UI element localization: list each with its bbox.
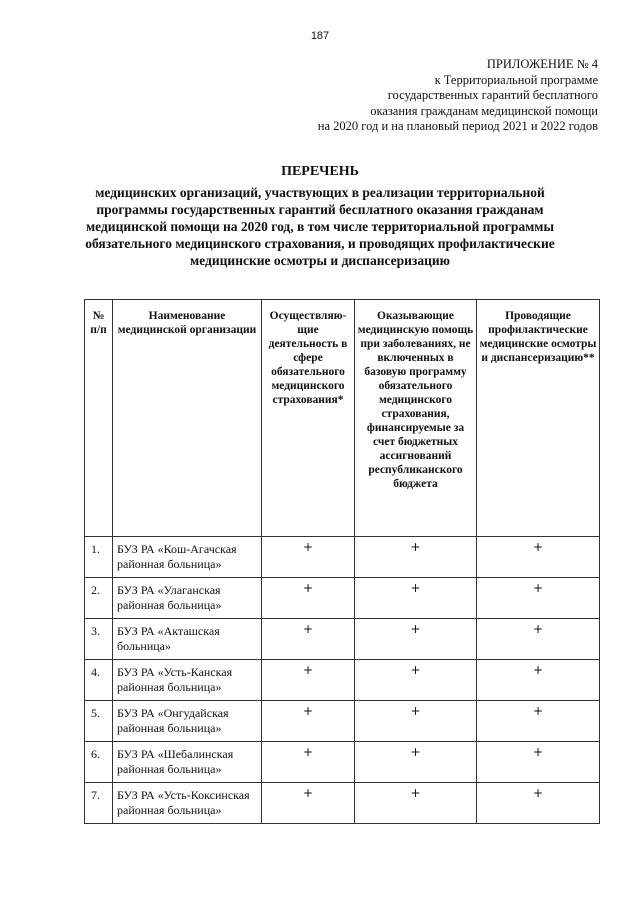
row-budget-mark: + xyxy=(355,701,477,742)
row-number: 3. xyxy=(85,619,113,660)
row-oms-mark: + xyxy=(262,742,355,783)
row-budget-mark: + xyxy=(355,742,477,783)
row-oms-mark: + xyxy=(262,783,355,824)
row-oms-mark: + xyxy=(262,578,355,619)
row-oms-mark: + xyxy=(262,660,355,701)
row-organization-name: БУЗ РА «Усть-Канская районная больница» xyxy=(113,660,262,701)
row-organization-name: БУЗ РА «Акташская больница» xyxy=(113,619,262,660)
header-prophylactic: Проводящие профилактические медицинские осмотры и диспансеризацию** xyxy=(477,300,600,537)
row-number: 6. xyxy=(85,742,113,783)
table-row xyxy=(85,701,600,742)
table-row xyxy=(85,619,600,660)
document-subtitle: медицинских организаций, участвующих в реализации территориальной программы государственных гарантий бесплатного оказания гражданам медицинской помощи на 2020 год, в том числе территориальной программы обязательного медицинского страхования, и проводящих профилактические медицинские осмотры и диспансеризацию xyxy=(85,185,555,268)
row-number: 7. xyxy=(85,783,113,824)
row-organization-name: БУЗ РА «Шебалинская районная больница» xyxy=(113,742,262,783)
table-row xyxy=(85,660,600,701)
row-prophylactic-mark: + xyxy=(477,660,600,701)
row-oms-mark: + xyxy=(262,619,355,660)
row-budget-mark: + xyxy=(355,537,477,578)
appendix-line: к Территориальной программе xyxy=(434,72,598,87)
row-oms-mark: + xyxy=(262,701,355,742)
appendix-block xyxy=(318,57,598,135)
header-oms: Осуществляю-щие деятельность в сфере обязательного медицинского страхования* xyxy=(262,300,355,537)
appendix-line: оказания гражданам медицинской помощи xyxy=(370,103,598,118)
row-number: 2. xyxy=(85,578,113,619)
row-prophylactic-mark: + xyxy=(477,701,600,742)
header-organization: Наименование медицинской организации xyxy=(113,300,262,537)
table-row xyxy=(85,742,600,783)
row-organization-name: БУЗ РА «Онгудайская районная больница» xyxy=(113,701,262,742)
header-budget: Оказывающие медицинскую помощь при заболеваниях, не включенных в базовую программу обязательного медицинского страхования, финансируемые за счет бюджетных ассигнований республиканского бюджета xyxy=(355,300,477,537)
table-header-row xyxy=(85,300,600,537)
row-prophylactic-mark: + xyxy=(477,578,600,619)
organizations-table xyxy=(84,299,600,824)
row-prophylactic-mark: + xyxy=(477,783,600,824)
row-budget-mark: + xyxy=(355,660,477,701)
appendix-line: ПРИЛОЖЕНИЕ № 4 xyxy=(486,57,598,71)
row-organization-name: БУЗ РА «Усть-Коксинская районная больница» xyxy=(113,783,262,824)
row-organization-name: БУЗ РА «Кош-Агачская районная больница» xyxy=(113,537,262,578)
row-budget-mark: + xyxy=(355,578,477,619)
row-oms-mark: + xyxy=(262,537,355,578)
table-row xyxy=(85,537,600,578)
page-number: 187 xyxy=(310,30,330,42)
row-organization-name: БУЗ РА «Улаганская районная больница» xyxy=(113,578,262,619)
appendix-line: государственных гарантий бесплатного xyxy=(387,88,598,102)
row-budget-mark: + xyxy=(355,783,477,824)
row-prophylactic-mark: + xyxy=(477,619,600,660)
table-row xyxy=(85,578,600,619)
row-number: 1. xyxy=(85,537,113,578)
appendix-line: на 2020 год и на плановый период 2021 и 2022 годов xyxy=(317,119,598,133)
table-row xyxy=(85,783,600,824)
document-title: ПЕРЕЧЕНЬ xyxy=(281,164,359,179)
row-number: 5. xyxy=(85,701,113,742)
row-prophylactic-mark: + xyxy=(477,742,600,783)
row-budget-mark: + xyxy=(355,619,477,660)
row-number: 4. xyxy=(85,660,113,701)
header-number: № п/п xyxy=(85,300,113,537)
row-prophylactic-mark: + xyxy=(477,537,600,578)
